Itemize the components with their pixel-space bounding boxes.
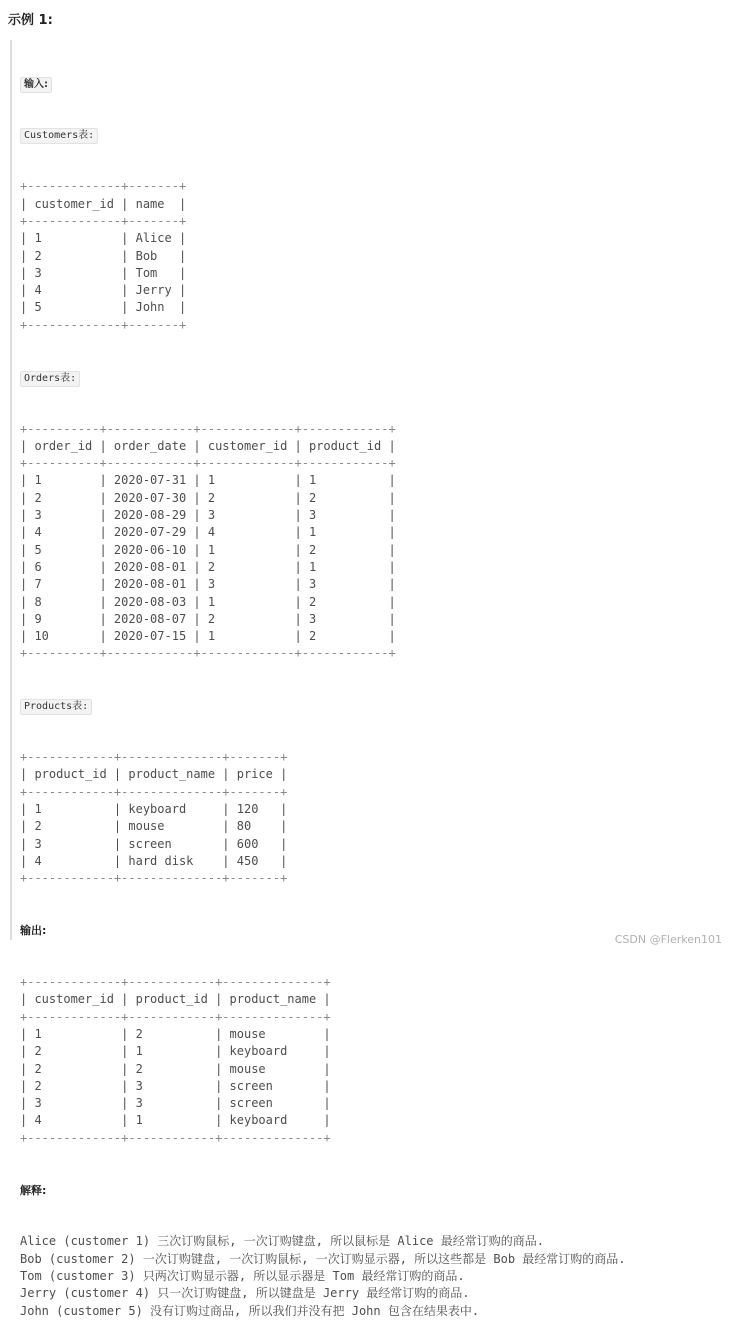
explanation-line: Jerry (customer 4) 只一次订购键盘, 所以键盘是 Jerry 最经常订购的商品. bbox=[20, 1286, 470, 1301]
table-border-line: +----------+------------+-------------+------------+ bbox=[20, 456, 396, 471]
table-row: | 6 | 2020-08-01 | 2 | 1 | bbox=[20, 559, 396, 574]
products-label-line bbox=[20, 697, 720, 714]
customers-table bbox=[20, 178, 720, 334]
table-border-line: +----------+------------+-------------+------------+ bbox=[20, 421, 396, 436]
orders-table-label: Orders表: bbox=[20, 371, 80, 387]
explanation-line: John (customer 5) 没有订购过商品, 所以我们并没有把 John 包含在结果表中. bbox=[20, 1303, 480, 1318]
output-table bbox=[20, 974, 720, 1147]
table-row: | 4 | hard disk | 450 | bbox=[20, 853, 288, 868]
table-row: | 1 | 2 | mouse | bbox=[20, 1026, 331, 1041]
table-border-line: +-------------+-------+ bbox=[20, 213, 187, 228]
table-row: | 2 | mouse | 80 | bbox=[20, 819, 288, 834]
output-label: 输出: bbox=[20, 924, 47, 938]
table-row: | 4 | Jerry | bbox=[20, 283, 187, 298]
table-border-line: +------------+--------------+-------+ bbox=[20, 784, 288, 799]
table-border-line: +-------------+-------+ bbox=[20, 179, 187, 194]
explanation-label: 解释: bbox=[20, 1183, 47, 1197]
table-row: | customer_id | product_id | product_name | bbox=[20, 992, 331, 1007]
table-border-line: +----------+------------+-------------+------------+ bbox=[20, 646, 396, 661]
table-row: | 2 | Bob | bbox=[20, 248, 187, 263]
table-row: | 10 | 2020-07-15 | 1 | 2 | bbox=[20, 629, 396, 644]
table-border-line: +------------+--------------+-------+ bbox=[20, 871, 288, 886]
explanation-line: Tom (customer 3) 只两次订购显示器, 所以显示器是 Tom 最经常订购的商品. bbox=[20, 1269, 465, 1284]
table-row: | 2 | 1 | keyboard | bbox=[20, 1044, 331, 1059]
products-table-label: Products表: bbox=[20, 699, 92, 715]
explanation-text bbox=[20, 1233, 720, 1319]
table-border-line: +-------------+-------+ bbox=[20, 317, 187, 332]
customers-table-label: Customers表: bbox=[20, 128, 98, 144]
example-title: 示例 1: bbox=[8, 13, 53, 28]
table-row: | product_id | product_name | price | bbox=[20, 767, 288, 782]
input-label-line bbox=[20, 75, 720, 92]
table-row: | 7 | 2020-08-01 | 3 | 3 | bbox=[20, 577, 396, 592]
orders-label-line bbox=[20, 369, 720, 386]
table-row: | 2 | 3 | screen | bbox=[20, 1078, 331, 1093]
table-border-line: +-------------+------------+--------------+ bbox=[20, 975, 331, 990]
table-row: | 8 | 2020-08-03 | 1 | 2 | bbox=[20, 594, 396, 609]
table-row: | 5 | 2020-06-10 | 1 | 2 | bbox=[20, 542, 396, 557]
products-table bbox=[20, 749, 720, 887]
table-row: | order_id | order_date | customer_id | product_id | bbox=[20, 438, 396, 453]
table-row: | 1 | 2020-07-31 | 1 | 1 | bbox=[20, 473, 396, 488]
table-row: | 3 | Tom | bbox=[20, 265, 187, 280]
table-row: | 3 | screen | 600 | bbox=[20, 836, 288, 851]
table-row: | 1 | keyboard | 120 | bbox=[20, 802, 288, 817]
explanation-line: Alice (customer 1) 三次订购鼠标, 一次订购键盘, 所以鼠标是 Alice 最经常订购的商品. bbox=[20, 1234, 544, 1249]
table-row: | 5 | John | bbox=[20, 300, 187, 315]
explanation-label-line bbox=[20, 1182, 720, 1199]
input-label: 输入: bbox=[20, 77, 52, 93]
table-row: | 4 | 2020-07-29 | 4 | 1 | bbox=[20, 525, 396, 540]
table-row: | 1 | Alice | bbox=[20, 231, 187, 246]
orders-table bbox=[20, 421, 720, 663]
table-row: | 2 | 2 | mouse | bbox=[20, 1061, 331, 1076]
example-code-block bbox=[20, 40, 720, 1337]
table-border-line: +------------+--------------+-------+ bbox=[20, 750, 288, 765]
table-border-line: +-------------+------------+--------------+ bbox=[20, 1130, 331, 1145]
table-row: | 3 | 2020-08-29 | 3 | 3 | bbox=[20, 508, 396, 523]
table-row: | 4 | 1 | keyboard | bbox=[20, 1113, 331, 1128]
table-row: | 3 | 3 | screen | bbox=[20, 1096, 331, 1111]
table-row: | 2 | 2020-07-30 | 2 | 2 | bbox=[20, 490, 396, 505]
table-row: | customer_id | name | bbox=[20, 196, 187, 211]
csdn-watermark: CSDN @Flerken101 bbox=[614, 933, 722, 946]
customers-label-line bbox=[20, 126, 720, 143]
explanation-line: Bob (customer 2) 一次订购键盘, 一次订购鼠标, 一次订购显示器, 所以这些都是 Bob 最经常订购的商品. bbox=[20, 1251, 626, 1266]
table-row: | 9 | 2020-08-07 | 2 | 3 | bbox=[20, 611, 396, 626]
table-border-line: +-------------+------------+--------------+ bbox=[20, 1009, 331, 1024]
